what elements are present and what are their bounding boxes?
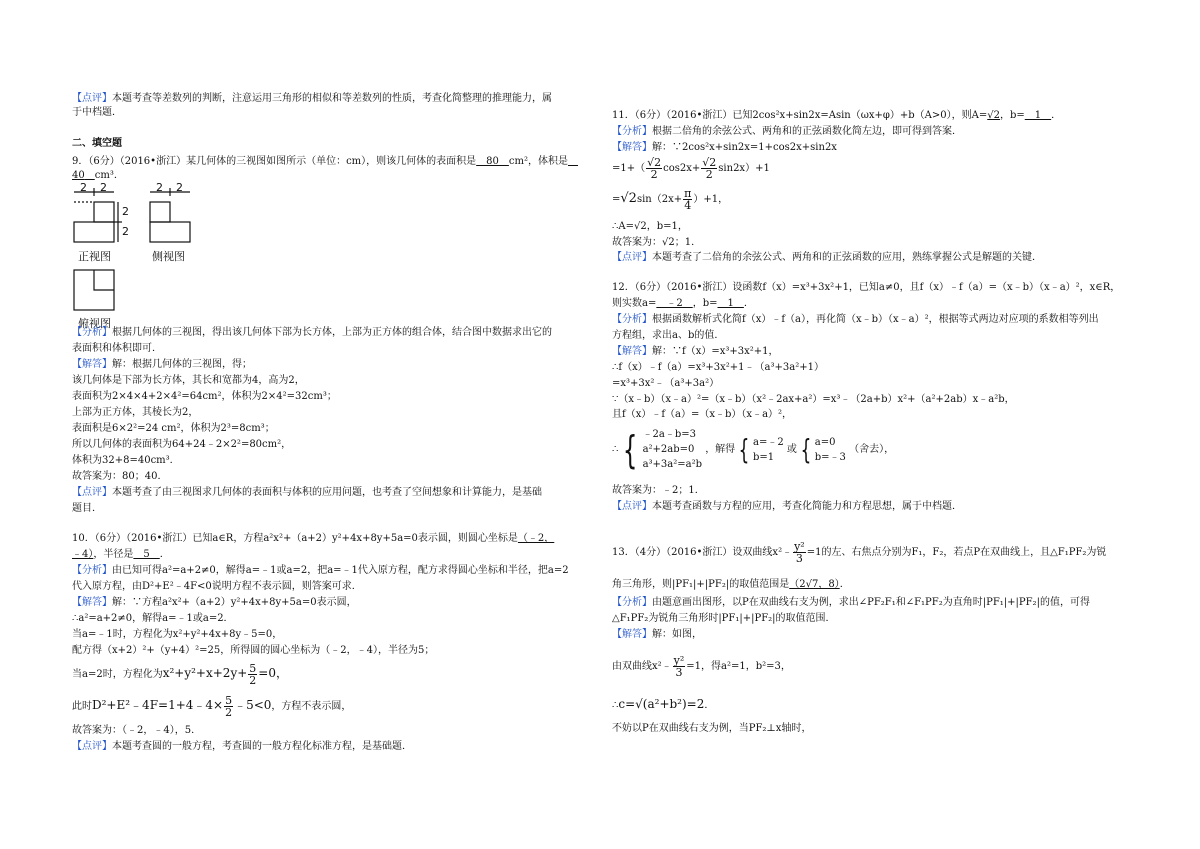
q12-solution-line4: ∵（x﹣b）（x﹣a）²=（x﹣b）（x²﹣2ax+a²）=x³﹣（2a+b）x²+（a²+2ab）x﹣a²b， <box>612 394 1015 405</box>
fraction <box>673 655 686 678</box>
numerator: y² <box>673 654 685 667</box>
analysis-text: 根据二倍角的余弦公式、两角和的正弦函数化简左边，即可得到答案． <box>652 126 962 137</box>
q10-text-b: ，半径是 <box>93 549 134 560</box>
front-view-label: 正视图 <box>78 250 111 263</box>
three-view-figure <box>72 182 202 332</box>
q9-solution-line1 <box>72 358 252 372</box>
equation-system <box>643 427 702 472</box>
front-top-rect <box>94 202 114 222</box>
comment-tag: 【点评】 <box>612 252 652 263</box>
equation: a³+3a²=a²b <box>642 459 702 470</box>
top-view-inner <box>94 270 114 290</box>
solution-tag: 【解答】 <box>72 359 112 370</box>
dim-label: 2 <box>122 205 129 218</box>
side-view-label: 侧视图 <box>152 250 185 263</box>
text: sin（2x+ <box>636 194 683 205</box>
denominator: 2 <box>249 674 257 687</box>
analysis-tag: 【分析】 <box>612 314 652 325</box>
brace: { <box>738 432 750 466</box>
section-title: 二、填空题 <box>72 138 122 149</box>
text: 角三角形，则|PF₁|+|PF₂|的取值范围是 <box>612 579 790 590</box>
q9-solution-line7: 体积为32+8=40cm³． <box>72 455 180 466</box>
analysis-text: 由题意画出图形，以P在双曲线右支为例，求出∠PF₂F₁和∠F₁PF₂为直角时|PF₁|+|PF₂|的值，可得 <box>652 597 1090 608</box>
solution-text: 解：根据几何体的三视图，得； <box>112 359 252 370</box>
equation: D²+E²﹣4F=1+4﹣4× <box>92 698 224 712</box>
q8-comment-line1 <box>72 92 552 106</box>
fraction <box>224 695 233 718</box>
q11-blankB: 1 <box>1024 110 1052 121</box>
analysis-text: 根据函数解析式化简f（x）﹣f（a），再化简（x﹣b）（x﹣a）²，根据等式两边对应项的系数相等列出 <box>652 314 1099 325</box>
q13-blank: （2√7，8） <box>789 579 840 590</box>
q10-solution-line7: 故答案为：（﹣2，﹣4），5． <box>72 725 202 736</box>
text: =1，得a²=1，b²=3， <box>686 661 791 672</box>
q13-solution-line4: 不妨以P在双曲线右支为例，当PF₂⊥x轴时， <box>612 723 812 734</box>
comment-tag: 【点评】 <box>72 487 112 498</box>
text: ，方程不表示圆， <box>271 701 352 712</box>
q9-analysis-line1 <box>72 326 552 340</box>
q10-blank2: 5 <box>133 549 160 560</box>
q9-blank2: 40 <box>72 170 85 181</box>
text: sin2x）+1 <box>718 163 770 174</box>
q10-analysis-line2: 代入原方程，由D²+E²﹣4F<0说明方程不表示圆，则答案可求． <box>72 581 362 592</box>
text: =1的左、右焦点分别为F₁，F₂，若点P在双曲线上，且△F₁PF₂为锐 <box>806 547 1107 558</box>
dim-label: 2 <box>80 182 87 194</box>
q12-stem-line2 <box>612 297 754 311</box>
q10-analysis-line1 <box>72 564 569 578</box>
text: =1+ <box>612 163 636 174</box>
text: ． <box>839 579 850 590</box>
q9-solution-line8: 故答案为：80；40． <box>72 471 168 482</box>
top-view-label: 俯视图 <box>78 317 111 330</box>
analysis-text: 根据几何体的三视图，得出该几何体下部为长方体，上部为正方体的组合体，结合图中数据求出它的 <box>112 327 552 338</box>
q12-solution-line2: ∴f（x）﹣f（a）=x³+3x²+1﹣（a³+3a²+1） <box>612 362 824 373</box>
q12-blankA: ﹣2 <box>656 298 693 309</box>
denominator: 2 <box>705 168 713 181</box>
q10-blank1b: ﹣4） <box>72 549 94 560</box>
analysis-text: 由已知可得a²=a+2≠0，解得a=﹣1或a=2，把a=﹣1代入原方程，配方求得圆心坐标和半径，把a=2 <box>112 565 569 576</box>
comment-tag: 【点评】 <box>612 501 652 512</box>
q9-solution-line4: 上部为正方体，其棱长为2， <box>72 407 199 418</box>
side-top-rect <box>150 202 170 222</box>
solution-tag: 【解答】 <box>612 142 652 153</box>
q11-text: 11．（6分）（2016•浙江）已知2cos²x+sin2x=Asin（ωx+φ）+b（A>0），则A= <box>612 110 988 121</box>
solution-text: 解：如图， <box>652 629 702 640</box>
q11-text-c: ． <box>1051 110 1062 121</box>
solution-set <box>753 435 784 465</box>
comment-text: 本题考查等差数列的判断，注意运用三角形的相似和等差数列的性质，考查化简整理的推理能力，属 <box>112 93 552 104</box>
comment-text: 本题考查函数与方程的应用，考查化简能力和方程思想，属于中档题． <box>652 501 962 512</box>
text: ∴ <box>612 700 619 711</box>
numerator: y² <box>794 540 805 553</box>
q11-solution-line4: ∴A=√2，b=1， <box>612 221 688 232</box>
denominator: 4 <box>684 199 692 212</box>
brace: { <box>800 432 812 466</box>
q12-solution-line5: 且f（x）﹣f（a）=（x﹣b）（x﹣a）²， <box>612 409 793 420</box>
numerator: π <box>684 187 692 200</box>
q9-text-b: cm²，体积是 <box>508 156 568 167</box>
q8-comment-line2: 于中档题． <box>72 107 122 118</box>
sqrt: √2 <box>620 191 637 206</box>
text: ，b= <box>692 298 718 309</box>
q13-solution-line1 <box>612 628 702 642</box>
text: ． <box>743 298 754 309</box>
q9-blank1: 80 <box>476 156 509 167</box>
q10-stem-line2 <box>72 548 170 562</box>
denominator: 3 <box>795 552 803 565</box>
equation: ﹣5<0 <box>234 698 272 712</box>
analysis-tag: 【分析】 <box>72 565 112 576</box>
text: 则实数a= <box>612 298 657 309</box>
q10-text-c: ． <box>159 549 170 560</box>
q13-stem-line1 <box>612 540 1106 566</box>
brace: { <box>623 427 638 472</box>
q10-solution-line2: ∴a²=a+2≠0，解得a=﹣1或a=2． <box>72 613 234 624</box>
q9-analysis-line2: 表面积和体积即可． <box>72 343 162 354</box>
fraction <box>683 188 692 211</box>
q11-blankA: √2 <box>987 110 1000 121</box>
q11-analysis <box>612 125 962 139</box>
text: ∴ <box>612 444 619 455</box>
comment-tag: 【点评】 <box>72 93 112 104</box>
q12-blankB: 1 <box>717 298 744 309</box>
solution-text: 解：∵2cos²x+sin2x=1+cos2x+sin2x <box>652 142 837 153</box>
dim-label: 2 <box>122 225 129 238</box>
fraction <box>646 157 662 180</box>
numerator: 5 <box>225 694 233 707</box>
q9-stem-line1 <box>72 155 578 169</box>
q9-solution-line6: 所以几何体的表面积为64+24﹣2×2²=80cm²， <box>72 439 292 450</box>
fraction <box>248 663 257 686</box>
text: 当a=2时，方程化为 <box>72 669 163 680</box>
equation: c=√(a²+b²)=2 <box>618 697 705 711</box>
dim-label: 2 <box>100 182 107 194</box>
text: （ <box>635 163 646 174</box>
q9-comment-line1 <box>72 486 542 500</box>
equation: x²+y²+x+2y+ <box>162 666 248 680</box>
q10-solution-line6 <box>72 692 351 720</box>
q10-stem-line1 <box>72 532 554 546</box>
q9-stem-line2 <box>72 169 124 183</box>
text: ，解得 <box>705 444 736 455</box>
solution-tag: 【解答】 <box>72 597 112 608</box>
q10-comment-line1 <box>72 740 412 754</box>
analysis-tag: 【分析】 <box>72 327 112 338</box>
solution-set <box>815 435 846 465</box>
analysis-tag: 【分析】 <box>612 597 652 608</box>
text: cos2x+ <box>663 163 701 174</box>
q13-analysis-line1 <box>612 596 1090 610</box>
equation: b=1 <box>753 451 775 463</box>
equation: a²+2ab=0 <box>642 444 695 455</box>
q10-blank1: （﹣2， <box>517 533 555 544</box>
q11-solution-line3 <box>612 186 728 213</box>
q12-system <box>612 424 894 476</box>
text: = <box>612 194 621 205</box>
side-bottom-rect <box>150 222 190 242</box>
text: （舍去）， <box>849 444 895 455</box>
front-bottom-rect <box>74 222 114 242</box>
q11-comment <box>612 251 1042 265</box>
q12-stem-line1: 12．（6分）（2016•浙江）设函数f（x）=x³+3x²+1，已知a≠0，且f（x）﹣f（a）=（x﹣b）（x﹣a）²，x∈R， <box>612 282 1121 293</box>
q10-solution-line4: 配方得（x+2）²+（y+4）²=25，所得圆的圆心坐标为（﹣2，﹣4），半径为5； <box>72 645 435 656</box>
text: 13．（4分）（2016•浙江）设双曲线x²﹣ <box>612 547 793 558</box>
q11-text-b: ，b= <box>999 110 1025 121</box>
q11-solution-line1 <box>612 141 837 155</box>
q9-text-c: cm³． <box>94 170 124 181</box>
q10-solution-line1 <box>72 596 357 610</box>
solution-text: 解：∵f（x）=x³+3x²+1， <box>652 346 779 357</box>
text: 此时 <box>72 701 92 712</box>
comment-text: 本题考查圆的一般方程，考查圆的一般方程化标准方程，是基础题． <box>112 741 412 752</box>
q9-solution-line3: 表面积为2×4×4+2×4²=64cm²，体积为2×4²=32cm³； <box>72 391 337 402</box>
q12-comment <box>612 500 962 514</box>
solution-tag: 【解答】 <box>612 629 652 640</box>
denominator: 2 <box>650 168 658 181</box>
dim-label: 2 <box>156 182 163 194</box>
q10-text: 10．（6分）（2016•浙江）已知a∈R，方程a²x²+（a+2）y²+4x+8y+5a=0表示圆，则圆心坐标是 <box>72 533 518 544</box>
equation: a=0 <box>814 436 836 448</box>
q12-analysis-line1 <box>612 313 1099 327</box>
q11-stem <box>612 109 1061 123</box>
text: 由双曲线x²﹣ <box>612 661 672 672</box>
comment-tag: 【点评】 <box>72 741 112 752</box>
q13-analysis-line2: △F₁PF₂为锐角三角形时|PF₁|+|PF₂|的取值范围． <box>612 613 836 624</box>
text: 或 <box>786 444 797 455</box>
q9-solution-line2: 该几何体是下部为长方体，其长和宽都为4，高为2， <box>72 375 305 386</box>
q12-solution-line3: =x³+3x²﹣（a³+3a²） <box>612 378 720 389</box>
equation: a=﹣2 <box>753 436 784 448</box>
text: ）+1， <box>693 194 729 205</box>
q11-solution-line2 <box>612 156 770 182</box>
solution-text: 解：∵方程a²x²+（a+2）y²+4x+8y+5a=0表示圆， <box>112 597 357 608</box>
q12-analysis-line2: 方程组，求出a、b的值． <box>612 330 725 341</box>
equation: ﹣2a﹣b=3 <box>642 429 697 440</box>
fraction <box>793 541 806 564</box>
text: =0， <box>258 666 288 680</box>
q9-comment-line2: 题目． <box>72 503 102 514</box>
denominator: 3 <box>675 666 683 679</box>
dim-label: 2 <box>176 182 183 194</box>
text: ． <box>704 700 715 711</box>
numerator: √2 <box>702 156 717 169</box>
q12-solution-line7: 故答案为：﹣2；1． <box>612 485 705 496</box>
numerator: √2 <box>647 156 662 169</box>
q11-solution-line5: 故答案为：√2；1． <box>612 237 702 248</box>
analysis-tag: 【分析】 <box>612 126 652 137</box>
numerator: 5 <box>249 662 257 675</box>
solution-tag: 【解答】 <box>612 346 652 357</box>
fraction <box>701 157 717 180</box>
comment-text: 本题考查了二倍角的余弦公式、两角和的正弦函数的应用，熟练掌握公式是解题的关键． <box>652 252 1042 263</box>
q13-stem-line2 <box>612 578 850 592</box>
comment-text: 本题考查了由三视图求几何体的表面积与体积的应用问题，也考查了空间想象和计算能力，是基础 <box>112 487 542 498</box>
q9-solution-line5: 表面积是6×2²=24 cm²，体积为2³=8cm³； <box>72 423 275 434</box>
q10-solution-line5 <box>72 660 288 688</box>
equation: b=﹣3 <box>814 451 846 463</box>
q10-solution-line3: 当a=﹣1时，方程化为x²+y²+4x+8y﹣5=0， <box>72 629 283 640</box>
denominator: 2 <box>225 706 233 719</box>
q9-text: 9．（6分）（2016•浙江）某几何体的三视图如图所示（单位：cm），则该几何体的表面积是 <box>72 156 477 167</box>
q13-solution-line3 <box>612 692 714 718</box>
q12-solution-line1 <box>612 345 779 359</box>
q13-solution-line2 <box>612 654 791 680</box>
